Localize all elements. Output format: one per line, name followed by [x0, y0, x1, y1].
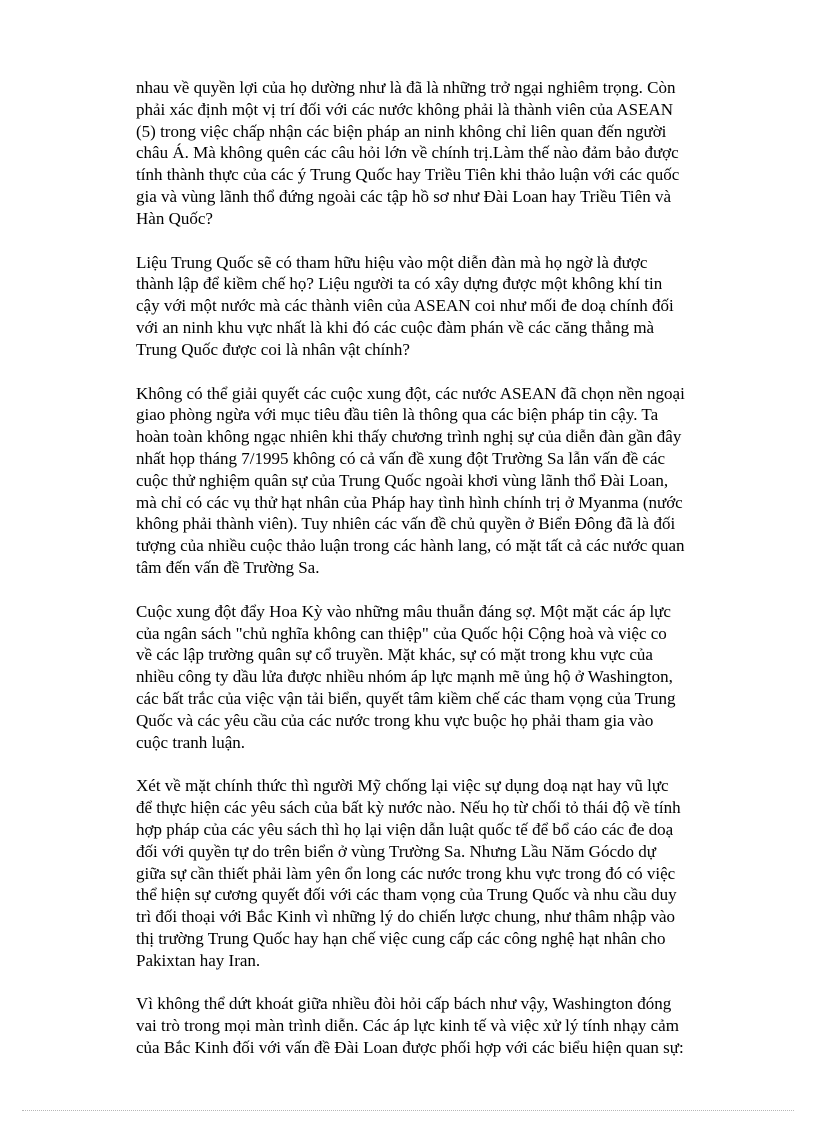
text-line: giao phòng ngừa với mục tiêu đầu tiên là thông qua các biện pháp tin cậy. Ta: [136, 405, 659, 425]
text-line: Liệu Trung Quốc sẽ có tham hữu hiệu vào một diễn đàn mà họ ngờ là được: [136, 252, 648, 272]
text-line: giữa sự cần thiết phải làm yên ổn long các nước trong khu vực trong đó có việc: [136, 863, 676, 883]
text-line: về các lập trường quân sự cổ truyền. Mặt khác, sự có mặt trong khu vực của: [136, 645, 653, 665]
paragraph-5: [136, 775, 781, 971]
paragraph-2: [136, 252, 781, 361]
text-line: Không có thể giải quyết các cuộc xung đột, các nước ASEAN đã chọn nền ngoại: [136, 383, 685, 403]
text-line: gia và vùng lãnh thổ đứng ngoài các tập hồ sơ như Đài Loan hay Triều Tiên và: [136, 186, 671, 206]
paragraph-1: [136, 77, 781, 230]
text-line: vai trò trong mọi màn trình diễn. Các áp lực kinh tế và việc xử lý tính nhạy cảm: [136, 1016, 679, 1036]
text-line: hoàn toàn không ngạc nhiên khi thấy chương trình nghị sự của diễn đàn gần đây: [136, 427, 682, 447]
text-line: Quốc và các yêu cầu của các nước trong khu vực buộc họ phải tham gia vào: [136, 710, 654, 730]
text-line: nhau về quyền lợi của họ dường như là đã là những trở ngại nghiêm trọng. Còn: [136, 78, 676, 97]
text-line: các bất trắc của việc vận tải biển, quyết tâm kiềm chế các tham vọng của Trung: [136, 688, 676, 708]
text-line: Trung Quốc được coi là nhân vật chính?: [136, 339, 410, 359]
text-line: của ngân sách "chủ nghĩa không can thiệp" của Quốc hội Cộng hoà và việc co: [136, 623, 667, 643]
text-line: thể hiện sự cương quyết đối với các tham vọng của Trung Quốc và nhu cầu duy: [136, 885, 677, 905]
text-line: thị trường Trung Quốc hay hạn chế việc cung cấp các công nghệ hạt nhân cho: [136, 928, 666, 948]
paragraph-3: [136, 383, 781, 579]
text-line: tính thành thực của các ý Trung Quốc hay Triều Tiên khi thảo luận với các quốc: [136, 165, 680, 185]
text-line: mà chỉ có các vụ thử hạt nhân của Pháp hay tình hình chính trị ở Myanma (nước: [136, 492, 683, 512]
text-line: Vì không thể dứt khoát giữa nhiều đòi hỏi cấp bách như vậy, Washington đóng: [136, 994, 672, 1014]
text-line: cậy với một nước mà các thành viên của ASEAN coi như mối đe doạ chính đối: [136, 296, 674, 316]
text-line: Xét về mặt chính thức thì người Mỹ chống lại việc sự dụng doạ nạt hay vũ lực: [136, 776, 669, 796]
text-line: châu Á. Mà không quên các câu hỏi lớn về chính trị.Làm thế nào đảm bảo được: [136, 143, 679, 163]
text-line: của Bắc Kinh đối với vấn đề Đài Loan được phối hợp với các biểu hiện quan sự:: [136, 1038, 684, 1058]
text-line: hợp pháp của các yêu sách thì họ lại viện dẫn luật quốc tế để bổ cáo các đe doạ: [136, 819, 674, 839]
text-line: Cuộc xung đột đẩy Hoa Kỳ vào những mâu thuẫn đáng sợ. Một mặt các áp lực: [136, 601, 671, 621]
text-line: cuộc tranh luận.: [136, 732, 246, 752]
text-line: để thực hiện các yêu sách của bất kỳ nước nào. Nếu họ từ chối tỏ thái độ về tính: [136, 798, 681, 818]
paragraph-6: [136, 993, 781, 1058]
text-line: Pakixtan hay Iran.: [136, 950, 261, 970]
text-line: Hàn Quốc?: [136, 208, 213, 228]
text-line: không phải thành viên). Tuy nhiên các vấn đề chủ quyền ở Biển Đông đã là đối: [136, 514, 676, 534]
paragraph-4: [136, 601, 781, 754]
text-line: đối với quyền tự do trên biển ở vùng Trường Sa. Nhưng Lầu Năm Gócdo dự: [136, 841, 656, 861]
text-line: trì đối thoại với Bắc Kinh vì những lý do chiến lược chung, như thâm nhập vào: [136, 907, 676, 927]
page-bottom-divider: [22, 1110, 794, 1111]
document-body: [136, 77, 781, 1081]
text-line: (5) trong việc chấp nhận các biện pháp an ninh không chỉ liên quan đến người: [136, 121, 667, 141]
text-line: nhiều công ty dầu lửa được nhiều nhóm áp lực mạnh mẽ ủng hộ ở Washington,: [136, 667, 673, 687]
text-line: nhất họp tháng 7/1995 không có cả vấn đề xung đột Trường Sa lẫn vấn đề các: [136, 448, 666, 468]
text-line: thành lập để kiềm chế họ? Liệu người ta có xây dựng được một không khí tin: [136, 274, 663, 294]
text-line: tâm đến vấn đề Trường Sa.: [136, 557, 320, 577]
text-line: phải xác định một vị trí đối với các nước không phải là thành viên của ASEAN: [136, 99, 674, 119]
text-line: với an ninh khu vực nhất là khi đó các cuộc đàm phán về các căng thẳng mà: [136, 317, 655, 337]
text-line: cuộc thử nghiệm quân sự của Trung Quốc ngoài khơi vùng lãnh thổ Đài Loan,: [136, 470, 669, 490]
text-line: tượng của nhiều cuộc thảo luận trong các hành lang, có mặt tất cả các nước quan: [136, 536, 685, 556]
